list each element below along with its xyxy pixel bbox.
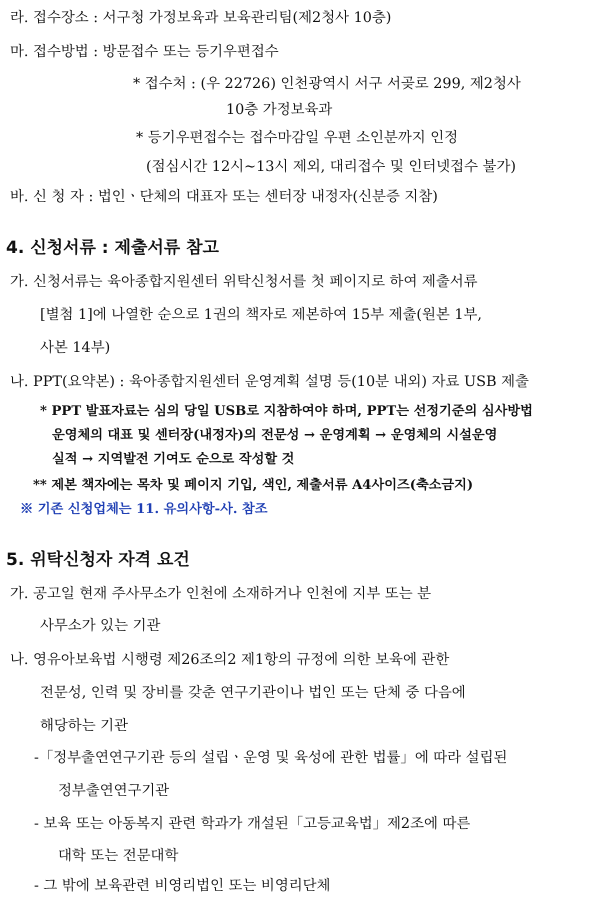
section-5-heading: 5. 위탁신청자 자격 요건 — [6, 550, 190, 570]
sec4-note-ppt-line2: 운영체의 대표 및 센터장(내정자)의 전문성 → 운영계획 → 운영체의 시설운영 — [52, 428, 498, 443]
sec5-item-na-line2: 전문성, 인력 및 장비를 갖춘 연구기관이나 법인 또는 단체 중 다음에 — [40, 685, 466, 701]
item-ba-applicant: 바. 신 청 자 : 법인ㆍ단체의 대표자 또는 센터장 내정자(신분증 지참) — [10, 189, 438, 205]
item-ma-note-postal-cont: (점심시간 12시~13시 제외, 대리접수 및 인터넷접수 불가) — [146, 159, 516, 175]
item-ma-note-postal: * 등기우편접수는 접수마감일 우편 소인분까지 인정 — [136, 130, 458, 146]
item-ma-reception-method: 마. 접수방법 : 방문접수 또는 등기우편접수 — [10, 44, 279, 60]
sec5-item-ga-line2: 사무소가 있는 기관 — [40, 618, 161, 634]
sec4-item-ga-line3: 사본 14부) — [40, 340, 111, 356]
sec4-note-ppt-line3: 실적 → 지역발전 기여도 순으로 작성할 것 — [52, 452, 295, 467]
sec5-item-na-line1: 나. 영유아보육법 시행령 제26조의2 제1항의 규정에 의한 보육에 관한 — [10, 652, 450, 668]
item-ma-note-address-cont: 10층 가정보육과 — [226, 102, 333, 118]
sec4-item-na-ppt: 나. PPT(요약본) : 육아종합지원센터 운영계획 설명 등(10분 내외) 자료 USB 제출 — [10, 374, 529, 390]
sec5-item-na-line3: 해당하는 기관 — [40, 718, 128, 734]
sec5-dash-item-2-line2: 대학 또는 전문대학 — [58, 848, 179, 864]
sec5-item-ga-line1: 가. 공고일 현재 주사무소가 인천에 소재하거나 인천에 지부 또는 분 — [10, 586, 432, 602]
sec4-item-ga-line1: 가. 신청서류는 육아종합지원센터 위탁신청서를 첫 페이지로 하여 제출서류 — [10, 274, 478, 290]
sec5-dash-item-3: - 그 밖에 보육관련 비영리법인 또는 비영리단체 — [34, 878, 331, 894]
sec5-dash-item-1-line2: 정부출연연구기관 — [58, 783, 170, 799]
sec5-dash-item-2-line1: - 보육 또는 아동복지 관련 학과가 개설된「고등교육법」제2조에 따른 — [34, 816, 471, 832]
sec4-note-ppt-line1: * PPT 발표자료는 심의 당일 USB로 지참하여야 하며, PPT는 선정기준의 심사방법 — [40, 404, 533, 419]
sec4-item-ga-line2: [별첨 1]에 나열한 순으로 1권의 책자로 제본하여 15부 제출(원본 1부, — [40, 307, 482, 323]
item-ma-note-address: * 접수처 : (우 22726) 인천광역시 서구 서곶로 299, 제2청사 — [133, 76, 521, 92]
item-ra-reception-place: 라. 접수장소 : 서구청 가정보육과 보육관리팀(제2청사 10층) — [10, 10, 392, 26]
sec4-note-existing-applicants: ※ 기존 신청업체는 11. 유의사항-사. 참조 — [20, 502, 268, 517]
sec4-note-binding: ** 제본 책자에는 목차 및 페이지 기입, 색인, 제출서류 A4사이즈(축소금지) — [33, 478, 474, 493]
sec5-dash-item-1-line1: -「정부출연연구기관 등의 설립ㆍ운영 및 육성에 관한 법률」에 따라 설립된 — [34, 750, 508, 766]
section-4-heading: 4. 신청서류 : 제출서류 참고 — [6, 238, 219, 258]
